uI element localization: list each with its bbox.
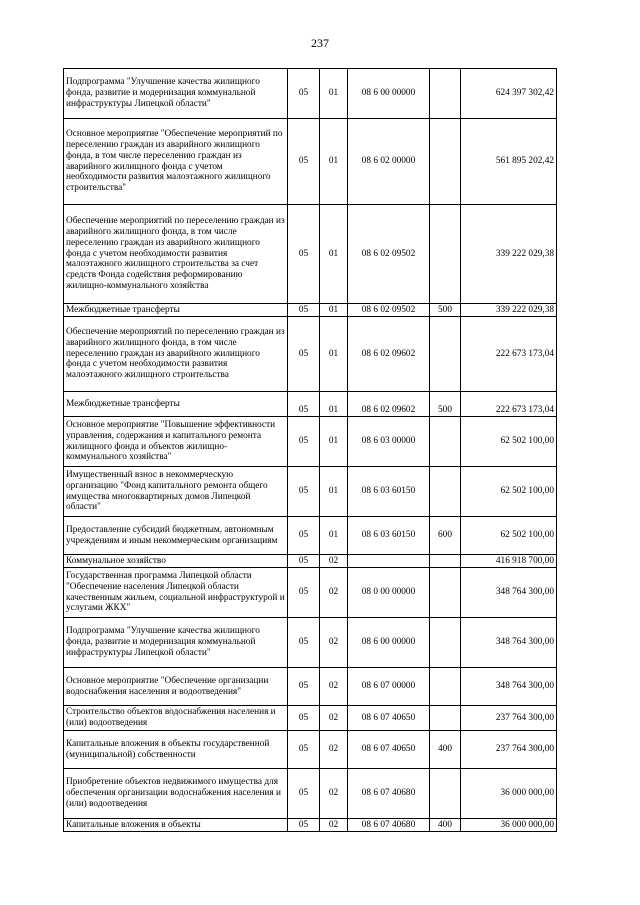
row-expense-type: 500 (430, 392, 461, 417)
table-row (64, 119, 557, 205)
row-section: 05 (288, 555, 320, 568)
table-row (64, 467, 557, 517)
row-target-code: 08 6 07 40680 (348, 769, 430, 819)
row-subsection: 02 (320, 706, 348, 731)
row-name: Имущественный взнос в некоммерческую организацию "Фонд капитального ремонта общего имущества многоквартирных домов Липецкой области" (64, 467, 288, 517)
row-section: 05 (288, 769, 320, 819)
row-subsection: 01 (320, 392, 348, 417)
budget-table (63, 68, 557, 832)
table-row (64, 819, 557, 832)
row-target-code: 08 6 00 00000 (348, 69, 430, 119)
row-expense-type (430, 555, 461, 568)
budget-table-body (64, 69, 557, 832)
row-subsection: 02 (320, 668, 348, 706)
row-amount: 62 502 100,00 (461, 517, 557, 555)
row-amount: 36 000 000,00 (461, 819, 557, 832)
row-section: 05 (288, 618, 320, 668)
row-name: Капитальные вложения в объекты (64, 819, 288, 832)
row-amount: 62 502 100,00 (461, 467, 557, 517)
row-target-code: 08 6 02 00000 (348, 119, 430, 205)
row-subsection: 02 (320, 568, 348, 618)
row-amount: 348 764 300,00 (461, 618, 557, 668)
row-target-code: 08 6 02 09502 (348, 304, 430, 317)
table-row (64, 706, 557, 731)
row-target-code: 08 6 02 09502 (348, 205, 430, 304)
row-name: Капитальные вложения в объекты государственной (муниципальной) собственности (64, 731, 288, 769)
row-expense-type (430, 467, 461, 517)
row-subsection: 01 (320, 119, 348, 205)
row-name: Межбюджетные трансферты (64, 392, 288, 417)
row-expense-type (430, 769, 461, 819)
row-section: 05 (288, 417, 320, 467)
table-row (64, 568, 557, 618)
row-name: Межбюджетные трансферты (64, 304, 288, 317)
row-subsection: 01 (320, 417, 348, 467)
row-section: 05 (288, 668, 320, 706)
row-expense-type (430, 568, 461, 618)
row-target-code (348, 555, 430, 568)
row-expense-type (430, 69, 461, 119)
row-name: Приобретение объектов недвижимого имущества для обеспечения организации водоснабжения населения и (или) водоотведения (64, 769, 288, 819)
row-subsection: 02 (320, 618, 348, 668)
row-name: Подпрограмма "Улучшение качества жилищного фонда, развитие и модернизация коммунальной инфраструктуры Липецкой области" (64, 69, 288, 119)
row-expense-type (430, 668, 461, 706)
row-section: 05 (288, 731, 320, 769)
row-subsection: 01 (320, 517, 348, 555)
table-row (64, 69, 557, 119)
row-expense-type: 600 (430, 517, 461, 555)
row-target-code: 08 6 03 00000 (348, 417, 430, 467)
row-section: 05 (288, 317, 320, 392)
row-section: 05 (288, 304, 320, 317)
row-target-code: 08 6 03 60150 (348, 467, 430, 517)
row-subsection: 02 (320, 819, 348, 832)
row-section: 05 (288, 568, 320, 618)
table-row (64, 668, 557, 706)
table-row (64, 731, 557, 769)
row-target-code: 08 6 07 40650 (348, 731, 430, 769)
row-subsection: 02 (320, 731, 348, 769)
row-subsection: 01 (320, 205, 348, 304)
row-expense-type: 500 (430, 304, 461, 317)
row-expense-type (430, 205, 461, 304)
row-subsection: 02 (320, 555, 348, 568)
row-amount: 222 673 173,04 (461, 317, 557, 392)
row-name: Основное мероприятие "Повышение эффективности управления, содержания и капитального ремонта жилищного фонда и объектов жилищно-коммунального хозяйства" (64, 417, 288, 467)
row-name: Подпрограмма "Улучшение качества жилищного фонда, развитие и модернизация коммунальной инфраструктуры Липецкой области" (64, 618, 288, 668)
row-name: Предоставление субсидий бюджетным, автономным учреждениям и иным некоммерческим организациям (64, 517, 288, 555)
row-target-code: 08 0 00 00000 (348, 568, 430, 618)
row-expense-type (430, 317, 461, 392)
row-amount: 36 000 000,00 (461, 769, 557, 819)
row-target-code: 08 6 07 40650 (348, 706, 430, 731)
row-name: Обеспечение мероприятий по переселению граждан из аварийного жилищного фонда, в том числе переселению граждан из аварийного жилищного фонда с учетом необходимости развития малоэтажного жилищного строительства за счет средств Фонда содействия реформированию жилищно-коммунального хозяйства (64, 205, 288, 304)
table-row (64, 205, 557, 304)
row-name: Основное мероприятие "Обеспечение мероприятий по переселению граждан из аварийного жилищного фонда, в том числе переселению граждан из аварийного жилищного фонда с учетом необходимости развития малоэтажного жилищного строительства" (64, 119, 288, 205)
row-name: Государственная программа Липецкой области "Обеспечение населения Липецкой области качественным жильем, социальной инфраструктурой и услугами ЖКХ" (64, 568, 288, 618)
table-row (64, 304, 557, 317)
row-section: 05 (288, 706, 320, 731)
row-subsection: 02 (320, 769, 348, 819)
row-amount: 348 764 300,00 (461, 568, 557, 618)
row-name: Обеспечение мероприятий по переселению граждан из аварийного жилищного фонда, в том числе переселению граждан из аварийного жилищного фонда с учетом необходимости развития малоэтажного жилищного строительства (64, 317, 288, 392)
row-expense-type: 400 (430, 819, 461, 832)
row-target-code: 08 6 07 40680 (348, 819, 430, 832)
row-amount: 237 764 300,00 (461, 706, 557, 731)
table-row (64, 317, 557, 392)
row-amount: 348 764 300,00 (461, 668, 557, 706)
row-name: Строительство объектов водоснабжения населения и (или) водоотведения (64, 706, 288, 731)
row-target-code: 08 6 07 00000 (348, 668, 430, 706)
row-amount: 339 222 029,38 (461, 304, 557, 317)
row-section: 05 (288, 69, 320, 119)
row-target-code: 08 6 00 00000 (348, 618, 430, 668)
row-expense-type (430, 119, 461, 205)
row-amount: 237 764 300,00 (461, 731, 557, 769)
row-name: Основное мероприятие "Обеспечение организации водоснабжения населения и водоотведения" (64, 668, 288, 706)
row-expense-type (430, 417, 461, 467)
row-target-code: 08 6 03 60150 (348, 517, 430, 555)
row-amount: 222 673 173,04 (461, 392, 557, 417)
row-section: 05 (288, 467, 320, 517)
table-row (64, 769, 557, 819)
row-target-code: 08 6 02 09602 (348, 317, 430, 392)
row-expense-type (430, 706, 461, 731)
row-expense-type: 400 (430, 731, 461, 769)
row-amount: 339 222 029,38 (461, 205, 557, 304)
row-subsection: 01 (320, 467, 348, 517)
row-section: 05 (288, 392, 320, 417)
table-row (64, 618, 557, 668)
row-amount: 624 397 302,42 (461, 69, 557, 119)
row-target-code: 08 6 02 09602 (348, 392, 430, 417)
row-section: 05 (288, 205, 320, 304)
row-section: 05 (288, 517, 320, 555)
page-number: 237 (311, 36, 329, 50)
table-row (64, 392, 557, 417)
row-subsection: 01 (320, 304, 348, 317)
row-amount: 416 918 700,00 (461, 555, 557, 568)
table-row (64, 555, 557, 568)
row-expense-type (430, 618, 461, 668)
row-subsection: 01 (320, 69, 348, 119)
row-subsection: 01 (320, 317, 348, 392)
table-row (64, 417, 557, 467)
row-name: Коммунальное хозяйство (64, 555, 288, 568)
row-section: 05 (288, 819, 320, 832)
row-amount: 561 895 202,42 (461, 119, 557, 205)
row-section: 05 (288, 119, 320, 205)
row-amount: 62 502 100,00 (461, 417, 557, 467)
table-row (64, 517, 557, 555)
